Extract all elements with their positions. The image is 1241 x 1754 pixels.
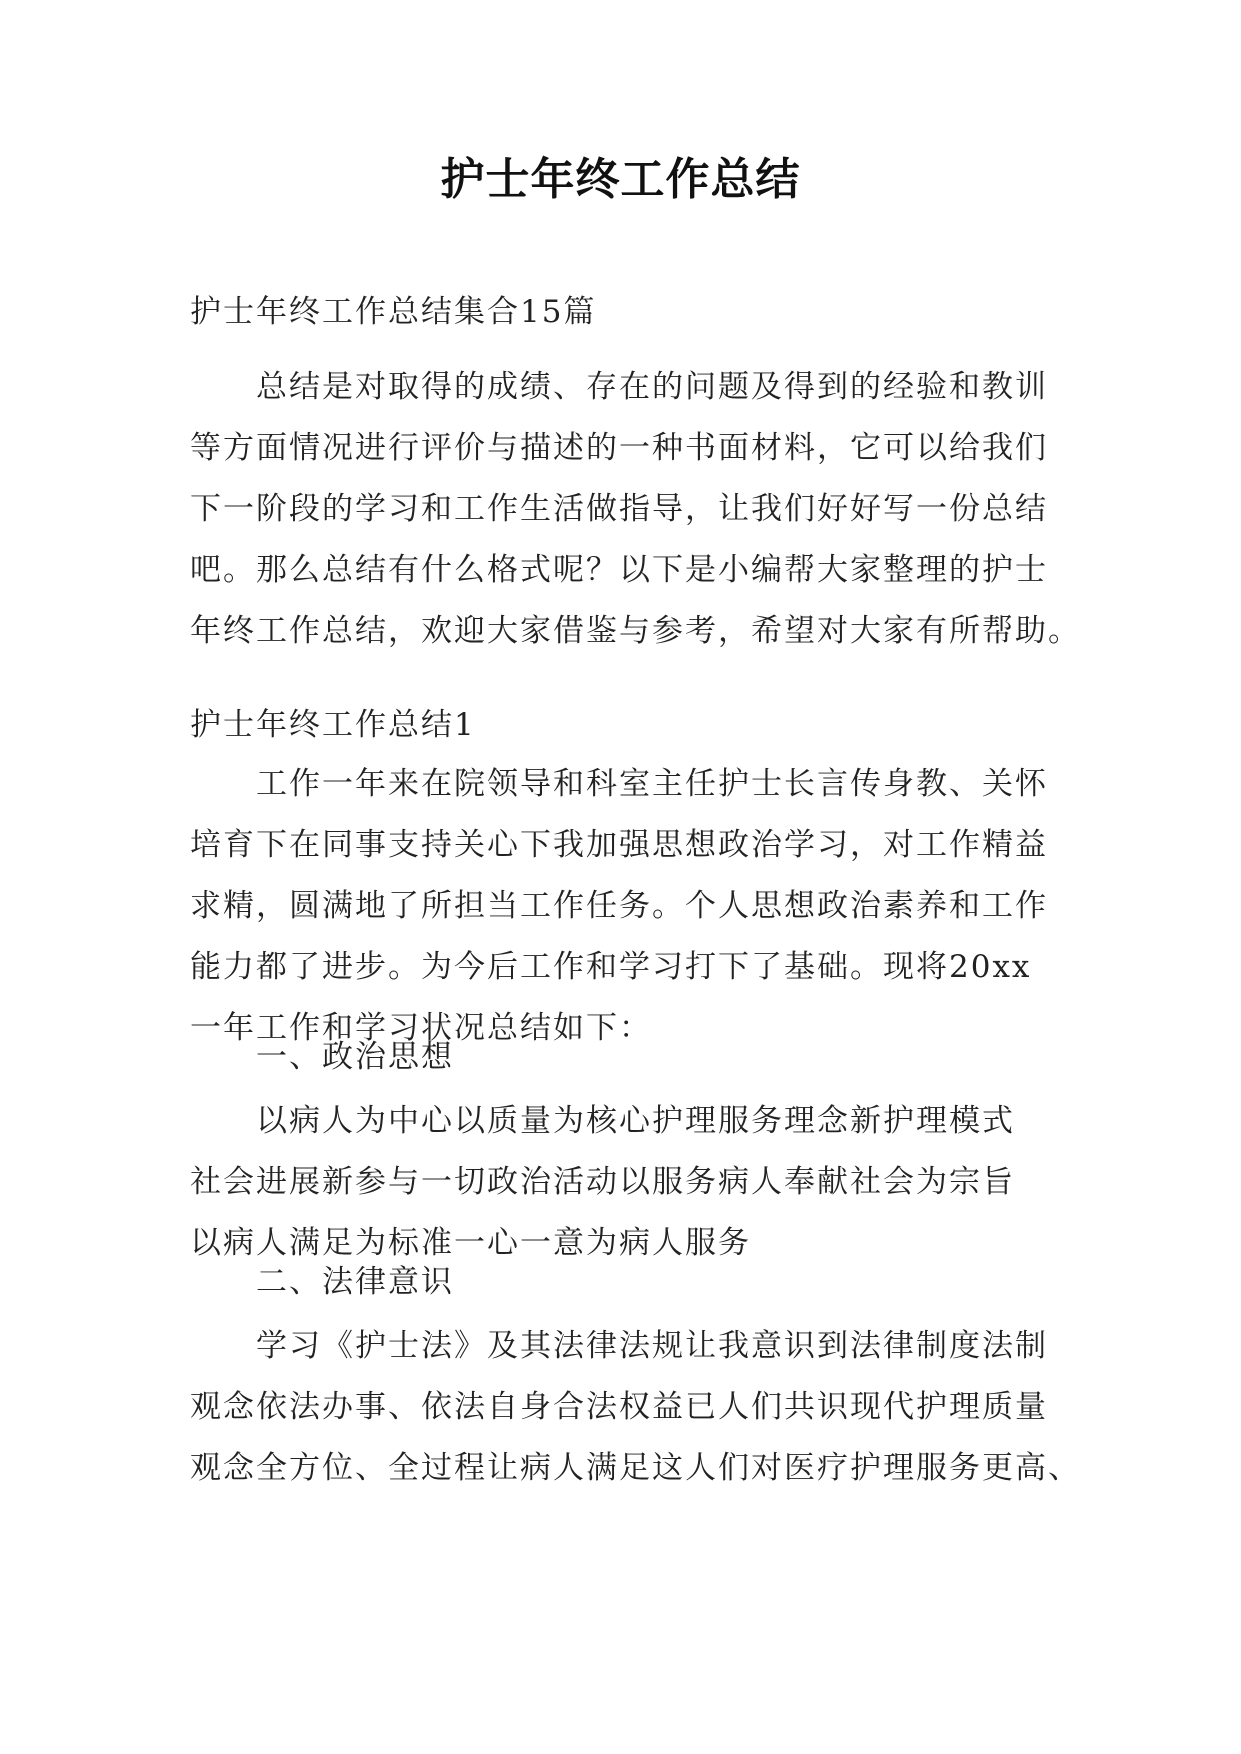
section-heading: 护士年终工作总结1 (190, 707, 476, 743)
part2-line: 观念依法办事、依法自身合法权益已人们共识现代护理质量 (190, 1389, 1048, 1425)
section1-line: 培育下在同事支持关心下我加强思想政治学习，对工作精益 (190, 827, 1048, 863)
part2-line: 学习《护士法》及其法律法规让我意识到法律制度法制 (256, 1328, 1048, 1364)
document-subtitle: 护士年终工作总结集合15篇 (190, 294, 597, 330)
part1-line: 以病人为中心以质量为核心护理服务理念新护理模式 (256, 1103, 1015, 1139)
part2-line: 观念全方位、全过程让病人满足这人们对医疗护理服务更高、 (190, 1450, 1081, 1486)
section1-intro-paragraph (190, 754, 1052, 1059)
intro-line: 年终工作总结，欢迎大家借鉴与参考，希望对大家有所帮助。 (190, 613, 1081, 649)
intro-line: 吧。那么总结有什么格式呢？以下是小编帮大家整理的护士 (190, 552, 1048, 588)
intro-line: 等方面情况进行评价与描述的一种书面材料，它可以给我们 (190, 430, 1048, 466)
section1-line: 能力都了进步。为今后工作和学习打下了基础。现将20xx (190, 949, 1032, 985)
part1-heading: 一、政治思想 (256, 1039, 454, 1075)
intro-paragraph (190, 357, 1081, 662)
part1-paragraph (190, 1091, 1052, 1274)
section1-line: 工作一年来在院领导和科室主任护士长言传身教、关怀 (256, 766, 1048, 802)
part2-paragraph (190, 1316, 1081, 1499)
part2-heading: 二、法律意识 (256, 1264, 454, 1300)
intro-line: 总结是对取得的成绩、存在的问题及得到的经验和教训 (256, 369, 1048, 405)
part1-line: 社会进展新参与一切政治活动以服务病人奉献社会为宗旨 (190, 1164, 1015, 1200)
part1-line: 以病人满足为标准一心一意为病人服务 (190, 1225, 751, 1261)
intro-line: 下一阶段的学习和工作生活做指导，让我们好好写一份总结 (190, 491, 1048, 527)
document-title: 护士年终工作总结 (440, 154, 801, 205)
section1-line: 求精，圆满地了所担当工作任务。个人思想政治素养和工作 (190, 888, 1048, 924)
section1-line: 一年工作和学习状况总结如下： (190, 1010, 652, 1046)
